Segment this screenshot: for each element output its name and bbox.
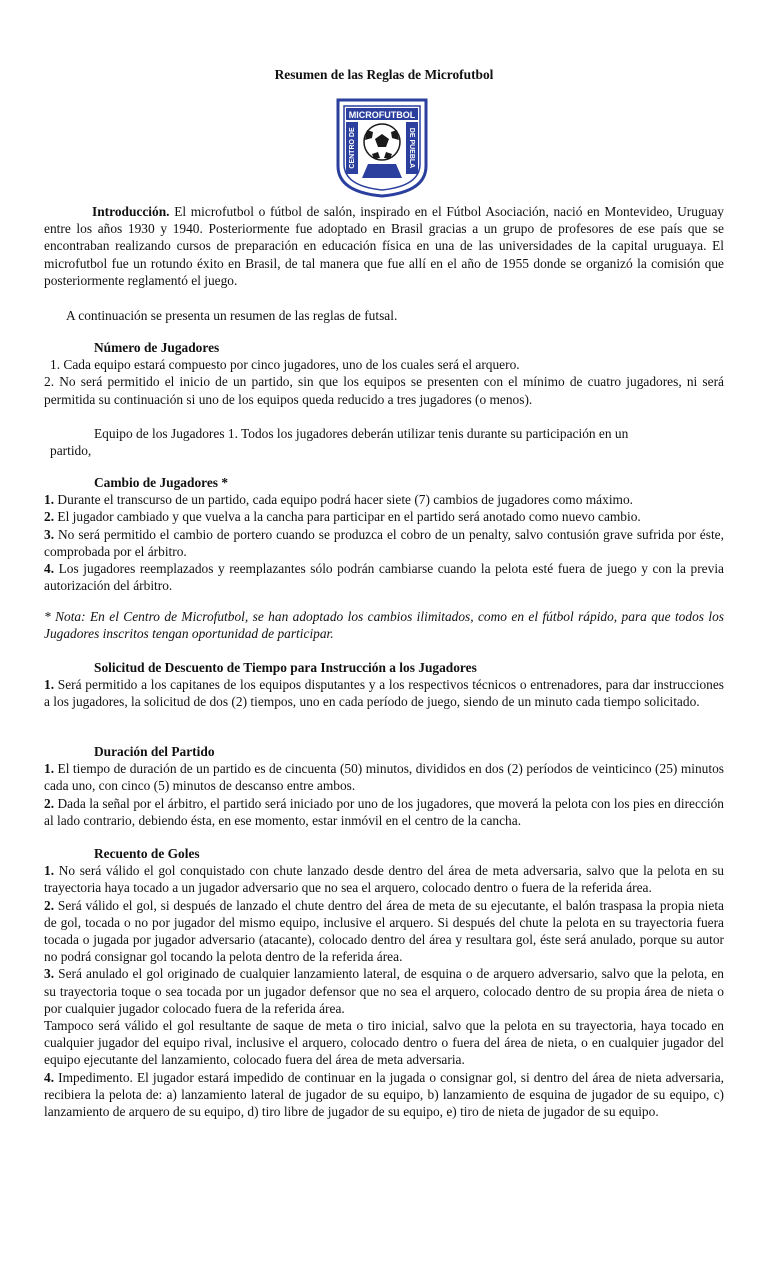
logo-top-text: MICROFUTBOL	[348, 110, 416, 120]
recuento-tampoco: Tampoco será válido el gol resultante de saque de meta o tiro inicial, salvo que la pelota en su trayectoria, haya tocado en cualquier jugador del equipo rival, inclusive el arquero, colocado dentro o fuera del área de nieta, o en cualquier jugador del equipo ejecutante del lanzamiento, colocado fuera del área de meta adversaria.	[44, 1018, 724, 1068]
duracion-item: 2. Dada la señal por el árbitro, el partido será iniciado por uno de los jugadores, que moverá la pelota con los pies en dirección al lado contrario, debiendo ésta, en ese momento, estar inmóvil en el centro de la cancha.	[44, 795, 724, 828]
numero-heading: Número de Jugadores	[94, 340, 220, 355]
duracion-heading: Duración del Partido	[94, 744, 215, 759]
cambio-item: 4. Los jugadores reemplazados y reemplazantes sólo podrán cambiarse cuando la pelota esté fuera de juego y con la previa autorización del árbitro.	[44, 561, 724, 594]
cambio-section	[44, 474, 724, 594]
numero-item-1: 1. Cada equipo estará compuesto por cinco jugadores, uno de los cuales será el arquero.	[50, 357, 520, 373]
continuation-text: A continuación se presenta un resumen de las reglas de futsal.	[66, 308, 398, 323]
duracion-section	[44, 743, 724, 829]
cambio-item: 2. El jugador cambiado y que vuelva a la cancha para participar en el partido será anotado como nuevo cambio.	[44, 509, 641, 525]
solicitud-section	[44, 659, 724, 711]
cambio-item: 1. Durante el transcurso de un partido, cada equipo podrá hacer siete (7) cambios de jugadores como máximo.	[44, 492, 634, 508]
intro-text: El microfutbol o fútbol de salón, inspirado en el Fútbol Asociación, nació en Montevideo, Uruguay entre los años 1930 y 1940. Posteriormente fue adoptado en Brasil gracias a un grupo de profesores de ese país que se encontraban realizando cursos de preparación en educación física en una de las universidades de la capital uruguaya. El microfutbol fue un rotundo éxito en Brasil, de tal manera que fue allí en el año de 1955 donde se organizó la comisión que posteriormente reglamentó el juego.	[44, 204, 724, 288]
cambio-note: * Nota: En el Centro de Microfutbol, se han adoptado los cambios ilimitados, como en el fútbol rápido, para que todos los Jugadores inscritos tengan oportunidad de participar.	[44, 609, 724, 642]
numero-section	[44, 339, 724, 408]
microfutbol-logo	[334, 96, 430, 198]
logo-left-text: CENTRO DE	[349, 127, 356, 169]
cambio-item: 3. No será permitido el cambio de portero cuando se produzca el cobro de un penalty, salvo contusión grave sufrida por éste, comprobada por el árbitro.	[44, 526, 724, 559]
recuento-item: 3. Será anulado el gol originado de cualquier lanzamiento lateral, de esquina o de arquero adversario, salvo que la pelota, en su trayectoria toque o sea tocada por un jugador defensor que no sea el arquero, colocado dentro de su propia área de nieta o por cualquier jugador colocado fuera de la referida área.	[44, 966, 724, 1016]
recuento-item: 4. Impedimento. El jugador estará impedido de continuar en la jugada o consignar gol, si dentro del área de nieta adversaria, recibiera la pelota de: a) lanzamiento lateral de jugador de su equipo, b) lanzamiento de esquina de jugador de su equipo, c) lanzamiento de arquero de su equipo, d) tiro libre de jugador de su equipo, e) tiro de nieta de jugador de su equipo.	[44, 1069, 724, 1120]
recuento-heading: Recuento de Goles	[94, 846, 200, 861]
logo-shield-icon	[334, 96, 430, 198]
equipo-section	[44, 425, 724, 459]
equipo-line-1: Equipo de los Jugadores 1. Todos los jugadores deberán utilizar tenis durante su participación en un	[94, 426, 629, 441]
duracion-item: 1. El tiempo de duración de un partido es de cincuenta (50) minutos, divididos en dos (2) períodos de veinticinco (25) minutos cada uno, con cinco (5) minutos de descanso entre ambos.	[44, 761, 724, 794]
intro-label: Introducción.	[92, 204, 170, 219]
logo-right-text: DE PUEBLA	[408, 127, 415, 169]
solicitud-heading: Solicitud de Descuento de Tiempo para Instrucción a los Jugadores	[94, 660, 477, 675]
equipo-line-2: partido,	[50, 443, 92, 459]
recuento-item: 1. No será válido el gol conquistado con chute lanzado desde dentro del área de meta adversaria, salvo que la pelota en su trayectoria haya tocado a un jugador adversario que no sea el arquero, colocado dentro o fuera de la referida área.	[44, 863, 724, 896]
recuento-item: 2. Será válido el gol, si después de lanzado el chute dentro del área de meta de su ejecutante, el balón traspasa la propia nieta de gol, tocada o no por jugador del mismo equipo, inclusive el arquero. Si después del chute la pelota en su trayectoria fuera tocada o jugada por jugador adversario (atacante), colocado dentro del área y resultara gol, éste será anulado, porque su autor no podrá consignar gol tocando la pelota dentro de la referida área.	[44, 897, 724, 965]
cambio-heading: Cambio de Jugadores *	[94, 475, 229, 490]
solicitud-item: 1. Será permitido a los capitanes de los equipos disputantes y a los respectivos técnicos o entrenadores, para dar instrucciones a los jugadores, la solicitud de dos (2) tiempos, uno en cada período de juego, siendo de un minuto cada tiempo solicitado.	[44, 677, 724, 710]
intro-section	[44, 203, 724, 289]
recuento-section	[44, 845, 724, 1120]
numero-item-2: 2. No será permitido el inicio de un partido, sin que los equipos se presenten con el mínimo de cuatro jugadores, ni será permitida su continuación si uno de los equipos queda reducido a tres jugadores (o menos).	[44, 374, 724, 407]
document-title: Resumen de las Reglas de Microfutbol	[274, 67, 494, 82]
